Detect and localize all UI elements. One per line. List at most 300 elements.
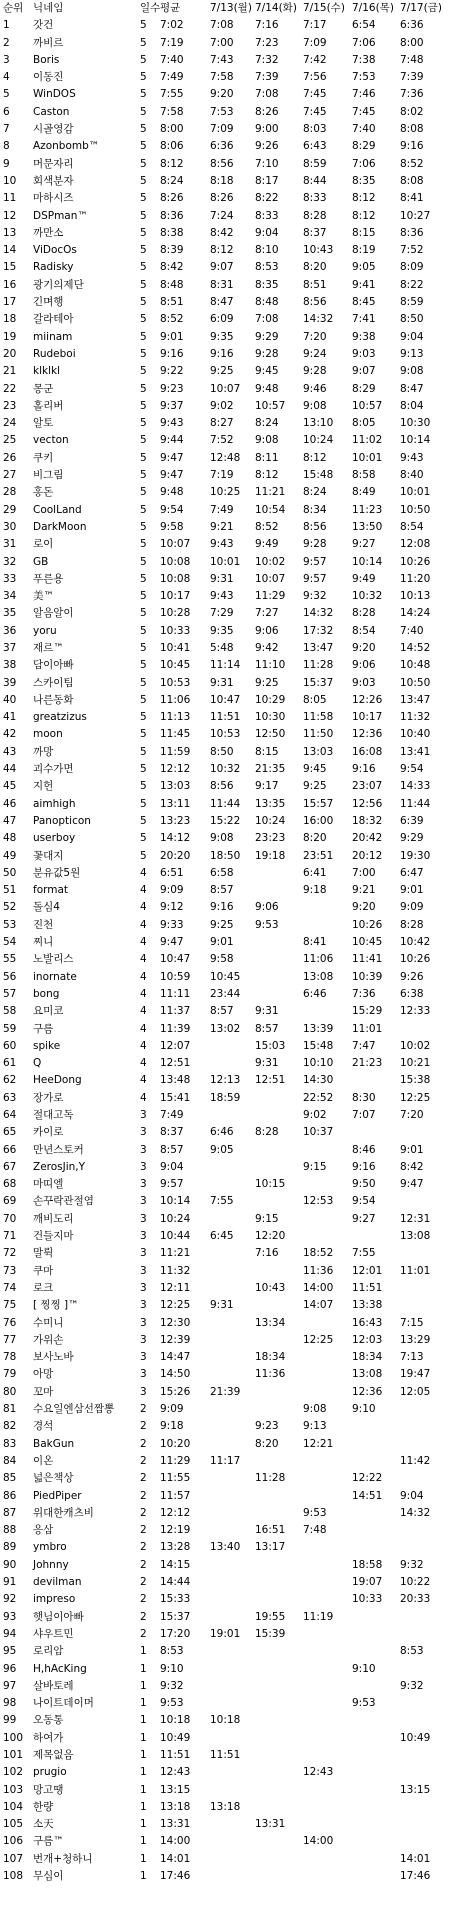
cell-tue: 8:48 — [255, 296, 279, 309]
cell-fri: 6:39 — [400, 814, 424, 827]
cell-thu: 19:07 — [352, 1576, 383, 1589]
cell-thu: 8:15 — [352, 226, 376, 239]
cell-wed: 14:32 — [303, 313, 334, 326]
cell-thu: 13:38 — [352, 1299, 383, 1312]
cell-fri: 7:52 — [400, 244, 424, 257]
cell-mon: 13:40 — [210, 1541, 241, 1554]
cell-mon: 7:55 — [210, 1195, 234, 1208]
cell-days: 5 — [140, 365, 147, 378]
cell-wed: 8:56 — [303, 296, 327, 309]
cell-average: 14:01 — [160, 1852, 191, 1865]
cell-fri: 10:30 — [400, 417, 431, 430]
cell-wed: 8:12 — [303, 451, 327, 464]
cell-wed: 14:00 — [303, 1835, 334, 1848]
cell-average: 9:33 — [160, 918, 184, 931]
cell-days: 2 — [140, 1437, 147, 1450]
cell-average: 9:16 — [160, 347, 184, 360]
table-row — [0, 1470, 452, 1487]
cell-rank: 17 — [3, 296, 17, 309]
cell-nickname: 마하시즈 — [33, 192, 74, 205]
cell-nickname: ViDocOs — [33, 244, 77, 257]
cell-rank: 41 — [3, 711, 17, 724]
cell-tue: 12:51 — [255, 1074, 286, 1087]
table-row — [0, 398, 452, 415]
cell-tue: 19:18 — [255, 849, 286, 862]
table-row — [0, 1418, 452, 1435]
cell-rank: 86 — [3, 1489, 17, 1502]
cell-tue: 10:24 — [255, 814, 286, 827]
cell-mon: 8:18 — [210, 174, 234, 187]
cell-wed: 12:43 — [303, 1766, 334, 1779]
cell-nickname: 갈라테아 — [33, 313, 74, 326]
cell-days: 4 — [140, 953, 147, 966]
cell-mon: 15:22 — [210, 814, 241, 827]
cell-tue: 8:52 — [255, 520, 279, 533]
cell-rank: 81 — [3, 1403, 17, 1416]
cell-days: 5 — [140, 607, 147, 620]
cell-days: 4 — [140, 866, 147, 879]
cell-thu: 18:34 — [352, 1351, 383, 1364]
cell-tue: 10:54 — [255, 503, 286, 516]
cell-nickname: Rudeboi — [33, 347, 76, 360]
cell-mon: 18:50 — [210, 849, 241, 862]
cell-thu: 7:55 — [352, 1247, 376, 1260]
cell-average: 11:29 — [160, 1454, 191, 1467]
cell-average: 13:28 — [160, 1541, 191, 1554]
table-row — [0, 675, 452, 692]
cell-rank: 13 — [3, 226, 17, 239]
cell-nickname: 요미코 — [33, 1005, 64, 1018]
table-row — [0, 813, 452, 830]
cell-thu: 9:03 — [352, 676, 376, 689]
table-row — [0, 1712, 452, 1729]
cell-days: 5 — [140, 434, 147, 447]
cell-nickname: WinDOS — [33, 88, 76, 101]
cell-nickname: 아망 — [33, 1368, 54, 1381]
cell-mon: 8:42 — [210, 226, 234, 239]
cell-fri: 10:50 — [400, 503, 431, 516]
cell-fri: 13:41 — [400, 745, 431, 758]
cell-fri: 8:42 — [400, 1160, 424, 1173]
cell-fri: 8:00 — [400, 36, 424, 49]
cell-average: 12:51 — [160, 1057, 191, 1070]
cell-average: 9:53 — [160, 1697, 184, 1710]
cell-mon: 8:12 — [210, 244, 234, 257]
cell-mon: 9:05 — [210, 1143, 234, 1156]
cell-fri: 12:05 — [400, 1385, 431, 1398]
cell-rank: 49 — [3, 849, 17, 862]
table-row — [0, 848, 452, 865]
cell-wed: 9:13 — [303, 1420, 327, 1433]
table-row — [0, 121, 452, 138]
cell-tue: 7:39 — [255, 71, 279, 84]
cell-mon: 9:16 — [210, 347, 234, 360]
cell-mon: 8:56 — [210, 780, 234, 793]
cell-thu: 11:01 — [352, 1022, 383, 1035]
cell-rank: 20 — [3, 347, 17, 360]
cell-wed: 9:18 — [303, 884, 327, 897]
cell-nickname: 찌니 — [33, 936, 54, 949]
cell-thu: 8:29 — [352, 382, 376, 395]
cell-nickname: 마띠엘 — [33, 1178, 64, 1191]
cell-mon: 7:00 — [210, 36, 234, 49]
cell-tue: 13:17 — [255, 1541, 286, 1554]
cell-wed: 8:28 — [303, 209, 327, 222]
cell-tue: 8:12 — [255, 469, 279, 482]
cell-thu: 8:58 — [352, 469, 376, 482]
cell-rank: 19 — [3, 330, 17, 343]
cell-rank: 63 — [3, 1091, 17, 1104]
cell-wed: 14:07 — [303, 1299, 334, 1312]
cell-fri: 10:42 — [400, 936, 431, 949]
cell-mon: 10:53 — [210, 728, 241, 741]
cell-days: 5 — [140, 36, 147, 49]
cell-nickname: 로이 — [33, 538, 54, 551]
cell-wed: 9:08 — [303, 1403, 327, 1416]
cell-nickname: 홍돈 — [33, 486, 54, 499]
cell-average: 10:18 — [160, 1714, 191, 1727]
cell-days: 5 — [140, 780, 147, 793]
cell-days: 5 — [140, 469, 147, 482]
cell-thu: 10:01 — [352, 451, 383, 464]
cell-days: 5 — [140, 641, 147, 654]
cell-rank: 79 — [3, 1368, 17, 1381]
cell-thu: 11:23 — [352, 503, 383, 516]
cell-average: 11:51 — [160, 1748, 191, 1761]
cell-nickname: BakGun — [33, 1437, 75, 1450]
cell-mon: 19:01 — [210, 1627, 241, 1640]
cell-thu: 12:01 — [352, 1264, 383, 1277]
cell-fri: 10:21 — [400, 1057, 431, 1070]
table-row — [0, 17, 452, 34]
cell-average: 20:20 — [160, 849, 191, 862]
cell-fri: 9:54 — [400, 763, 424, 776]
cell-nickname: GB — [33, 555, 49, 568]
cell-wed: 12:21 — [303, 1437, 334, 1450]
cell-fri: 9:01 — [400, 1143, 424, 1156]
cell-rank: 3 — [3, 53, 10, 66]
cell-thu: 10:14 — [352, 555, 383, 568]
cell-wed: 11:06 — [303, 953, 334, 966]
table-row — [0, 865, 452, 882]
cell-thu: 8:46 — [352, 1143, 376, 1156]
cell-thu: 8:35 — [352, 174, 376, 187]
cell-days: 5 — [140, 399, 147, 412]
cell-mon: 9:25 — [210, 365, 234, 378]
cell-rank: 61 — [3, 1057, 17, 1070]
cell-mon: 7:43 — [210, 53, 234, 66]
cell-average: 11:57 — [160, 1489, 191, 1502]
cell-average: 9:37 — [160, 399, 184, 412]
cell-fri: 11:44 — [400, 797, 431, 810]
cell-nickname: 망고땡 — [33, 1783, 64, 1796]
cell-nickname: yoru — [33, 624, 57, 637]
table-row — [0, 1349, 452, 1366]
cell-thu: 23:07 — [352, 780, 383, 793]
cell-wed: 6:43 — [303, 140, 327, 153]
cell-nickname: [ 찡찡 ]™ — [33, 1299, 79, 1312]
cell-average: 8:37 — [160, 1126, 184, 1139]
cell-rank: 69 — [3, 1195, 17, 1208]
cell-days: 3 — [140, 1178, 147, 1191]
cell-rank: 55 — [3, 953, 17, 966]
cell-nickname: 카이로 — [33, 1126, 64, 1139]
cell-mon: 9:43 — [210, 538, 234, 551]
cell-wed: 8:56 — [303, 520, 327, 533]
table-row — [0, 1332, 452, 1349]
cell-average: 12:12 — [160, 1506, 191, 1519]
cell-wed: 10:37 — [303, 1126, 334, 1139]
cell-average: 11:45 — [160, 728, 191, 741]
table-row — [0, 623, 452, 640]
cell-days: 3 — [140, 1109, 147, 1121]
cell-fri: 10:13 — [400, 590, 431, 603]
cell-tue: 8:33 — [255, 209, 279, 222]
cell-mon: 5:48 — [210, 641, 234, 654]
cell-tue: 9:26 — [255, 140, 279, 153]
cell-thu: 14:51 — [352, 1489, 383, 1502]
cell-average: 10:28 — [160, 607, 191, 620]
cell-nickname: 샤우트민 — [33, 1627, 74, 1640]
cell-thu: 9:41 — [352, 278, 376, 291]
cell-fri: 8:40 — [400, 469, 424, 482]
cell-mon: 10:45 — [210, 970, 241, 983]
cell-mon: 10:18 — [210, 1714, 241, 1727]
cell-days: 5 — [140, 572, 147, 585]
cell-wed: 11:50 — [303, 728, 334, 741]
table-row — [0, 1557, 452, 1574]
cell-nickname: 긴며행 — [33, 296, 64, 309]
cell-average: 8:42 — [160, 261, 184, 274]
cell-wed: 7:42 — [303, 53, 327, 66]
cell-rank: 54 — [3, 936, 17, 949]
cell-average: 12:19 — [160, 1524, 191, 1537]
cell-average: 13:11 — [160, 797, 191, 810]
cell-tue: 9:31 — [255, 1005, 279, 1018]
cell-fri: 9:26 — [400, 970, 424, 983]
cell-tue: 9:29 — [255, 330, 279, 343]
table-row — [0, 467, 452, 484]
cell-wed: 16:00 — [303, 814, 334, 827]
table-row — [0, 311, 452, 328]
cell-wed: 23:51 — [303, 849, 334, 862]
cell-mon: 7:58 — [210, 71, 234, 84]
cell-rank: 95 — [3, 1645, 17, 1658]
cell-days: 5 — [140, 417, 147, 430]
table-row — [0, 640, 452, 657]
cell-nickname: greatzizus — [33, 711, 87, 724]
cell-thu: 9:06 — [352, 659, 376, 672]
cell-nickname: 만년스토커 — [33, 1143, 84, 1156]
cell-nickname: ZerosJin,Y — [33, 1160, 86, 1173]
cell-fri: 11:42 — [400, 1454, 431, 1467]
cell-rank: 85 — [3, 1472, 17, 1485]
cell-nickname: 구름 — [33, 1022, 54, 1035]
cell-rank: 31 — [3, 538, 17, 551]
cell-thu: 8:30 — [352, 1091, 376, 1104]
cell-days: 5 — [140, 763, 147, 776]
cell-nickname: 제목없음 — [33, 1748, 74, 1761]
table-row — [0, 1228, 452, 1245]
cell-days: 2 — [140, 1472, 147, 1485]
cell-average: 9:09 — [160, 1403, 184, 1416]
cell-rank: 30 — [3, 520, 17, 533]
cell-average: 11:59 — [160, 745, 191, 758]
table-row — [0, 1609, 452, 1626]
cell-tue: 9:23 — [255, 1420, 279, 1433]
cell-average: 14:15 — [160, 1558, 191, 1571]
cell-fri: 9:32 — [400, 1558, 424, 1571]
cell-wed: 9:28 — [303, 538, 327, 551]
table-row — [0, 1401, 452, 1418]
cell-days: 2 — [140, 1558, 147, 1571]
cell-rank: 48 — [3, 832, 17, 845]
cell-mon: 9:43 — [210, 590, 234, 603]
cell-rank: 4 — [3, 71, 10, 84]
table-row — [0, 415, 452, 432]
cell-average: 7:55 — [160, 88, 184, 101]
cell-tue: 9:08 — [255, 434, 279, 447]
cell-rank: 26 — [3, 451, 17, 464]
cell-thu: 20:12 — [352, 849, 383, 862]
cell-rank: 108 — [3, 1870, 24, 1883]
table-row — [0, 1488, 452, 1505]
cell-average: 10:44 — [160, 1230, 191, 1243]
cell-rank: 75 — [3, 1299, 17, 1312]
cell-rank: 52 — [3, 901, 17, 914]
cell-average: 9:23 — [160, 382, 184, 395]
cell-thu: 10:45 — [352, 936, 383, 949]
cell-tue: 8:22 — [255, 192, 279, 205]
cell-nickname: 회색분자 — [33, 174, 74, 187]
table-row — [0, 502, 452, 519]
cell-nickname: 나른동화 — [33, 693, 74, 706]
cell-average: 10:59 — [160, 970, 191, 983]
cell-rank: 5 — [3, 88, 10, 101]
table-row — [0, 882, 452, 899]
cell-days: 5 — [140, 174, 147, 187]
cell-rank: 90 — [3, 1558, 17, 1571]
cell-thu: 9:38 — [352, 330, 376, 343]
cell-thu: 9:21 — [352, 884, 376, 897]
table-row — [0, 969, 452, 986]
cell-fri: 14:52 — [400, 641, 431, 654]
cell-rank: 39 — [3, 676, 17, 689]
table-row — [0, 536, 452, 553]
cell-days: 4 — [140, 918, 147, 931]
cell-nickname: PiedPiper — [33, 1489, 82, 1502]
cell-days: 4 — [140, 901, 147, 914]
cell-thu: 8:12 — [352, 209, 376, 222]
cell-thu: 18:58 — [352, 1558, 383, 1571]
cell-wed: 9:25 — [303, 780, 327, 793]
cell-rank: 29 — [3, 503, 17, 516]
header-day-wed: 7/15(수) — [303, 2, 345, 14]
table-row — [0, 899, 452, 916]
table-row — [0, 1643, 452, 1660]
cell-days: 3 — [140, 1230, 147, 1243]
cell-rank: 74 — [3, 1281, 17, 1294]
cell-nickname: 햇님이아빠 — [33, 1610, 84, 1623]
cell-fri: 8:08 — [400, 123, 424, 136]
cell-fri: 10:14 — [400, 434, 431, 447]
cell-days: 5 — [140, 538, 147, 551]
cell-tue: 7:32 — [255, 53, 279, 66]
cell-days: 5 — [140, 296, 147, 309]
cell-average: 13:48 — [160, 1074, 191, 1087]
cell-wed: 11:36 — [303, 1264, 334, 1277]
cell-wed: 9:57 — [303, 555, 327, 568]
cell-nickname: 살바토레 — [33, 1679, 74, 1692]
cell-mon: 6:36 — [210, 140, 234, 153]
table-row — [0, 52, 452, 69]
table-row — [0, 1833, 452, 1850]
cell-average: 8:51 — [160, 296, 184, 309]
cell-fri: 8:47 — [400, 382, 424, 395]
cell-rank: 15 — [3, 261, 17, 274]
cell-wed: 7:48 — [303, 1524, 327, 1537]
cell-nickname: 로크 — [33, 1281, 54, 1294]
cell-thu: 13:08 — [352, 1368, 383, 1381]
cell-mon: 8:57 — [210, 1005, 234, 1018]
cell-fri: 9:09 — [400, 901, 424, 914]
cell-tue: 8:53 — [255, 261, 279, 274]
cell-wed: 9:32 — [303, 590, 327, 603]
cell-average: 12:30 — [160, 1316, 191, 1329]
cell-days: 1 — [140, 1783, 147, 1796]
cell-days: 2 — [140, 1420, 147, 1433]
cell-thu: 10:33 — [352, 1593, 383, 1606]
table-row — [0, 138, 452, 155]
cell-days: 5 — [140, 676, 147, 689]
cell-tue: 8:35 — [255, 278, 279, 291]
cell-fri: 13:29 — [400, 1333, 431, 1346]
cell-rank: 21 — [3, 365, 17, 378]
cell-tue: 9:42 — [255, 641, 279, 654]
cell-days: 4 — [140, 970, 147, 983]
cell-fri: 7:36 — [400, 88, 424, 101]
cell-average: 10:33 — [160, 624, 191, 637]
cell-thu: 7:40 — [352, 123, 376, 136]
cell-average: 13:23 — [160, 814, 191, 827]
cell-fri: 14:32 — [400, 1506, 431, 1519]
header-day-fri: 7/17(금) — [400, 2, 442, 14]
cell-average: 13:03 — [160, 780, 191, 793]
cell-rank: 65 — [3, 1126, 17, 1139]
cell-tue: 8:17 — [255, 174, 279, 187]
cell-average: 14:44 — [160, 1576, 191, 1589]
cell-rank: 76 — [3, 1316, 17, 1329]
cell-average: 8:38 — [160, 226, 184, 239]
table-row — [0, 744, 452, 761]
cell-days: 3 — [140, 1281, 147, 1294]
cell-thu: 11:41 — [352, 953, 383, 966]
cell-average: 11:39 — [160, 1022, 191, 1035]
cell-tue: 9:06 — [255, 624, 279, 637]
cell-fri: 7:39 — [400, 71, 424, 84]
cell-days: 2 — [140, 1524, 147, 1537]
cell-nickname: 돌심4 — [33, 901, 60, 914]
cell-rank: 44 — [3, 763, 17, 776]
table-row — [0, 1799, 452, 1816]
cell-mon: 8:27 — [210, 417, 234, 430]
cell-mon: 6:46 — [210, 1126, 234, 1139]
cell-average: 14:00 — [160, 1835, 191, 1848]
cell-tue: 18:34 — [255, 1351, 286, 1364]
cell-tue: 9:17 — [255, 780, 279, 793]
cell-days: 3 — [140, 1247, 147, 1260]
table-row — [0, 1280, 452, 1297]
